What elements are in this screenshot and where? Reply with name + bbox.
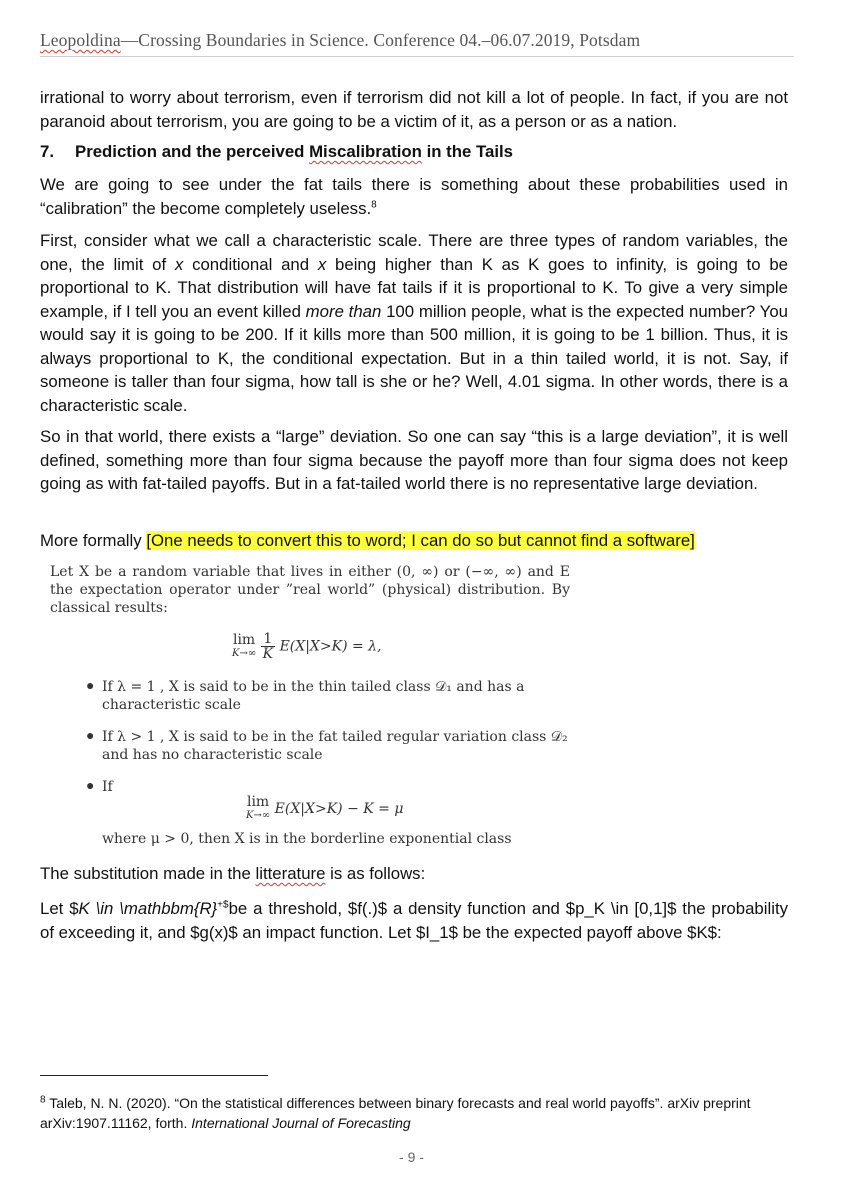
page-number: - 9 - [399, 1149, 424, 1165]
subst-post: is as follows: [325, 864, 426, 883]
header-rule [40, 56, 794, 57]
section-number: 7. [40, 142, 54, 161]
paragraph-threshold [40, 897, 788, 944]
bullet-dot-2: ● [86, 729, 95, 744]
subst-flagged-word: litterature [255, 864, 326, 883]
eq1-limit [232, 633, 256, 661]
scale-text-3: being higher than K as K goes to infinity, is going to be proportional to K. That distribution will have fat tails if it is proportional to K. To give a very simple example, if I tell you an event killed [40, 254, 788, 321]
bullet-dot-1: ● [86, 679, 95, 694]
eq1-lim-sub: K→∞ [232, 647, 257, 659]
eq2-limit [246, 795, 270, 823]
equation-2 [246, 795, 403, 823]
footnote-text: Taleb, N. N. (2020). “On the statistical differences between binary forecasts and real world payoffs”. arXiv preprint arXiv:1907.11162, forth. [40, 1095, 751, 1131]
paragraph-more-formally [40, 529, 788, 553]
footnote-8 [40, 1093, 792, 1133]
eq1-numerator: 1 [261, 632, 275, 647]
bullet-dot-3: ● [86, 779, 95, 794]
latex-intro: Let X be a random variable that lives in either (0, ∞) or (−∞, ∞) and E the expectation operator under ”real world” (physical) distribution. By classical results: [50, 564, 570, 616]
let-text-d: be a threshold, $f(.)$ a density function and $p_K \in [0,1]$ the probability of exceeding it, and $g(x)$ an impact function. Let $I_1$ be the expected payoff above $K$: [40, 899, 788, 942]
section-title-flagged-word: Miscalibration [309, 142, 422, 161]
highlighted-note: [One needs to convert this to word; I can do so but cannot find a software] [146, 531, 695, 550]
equation-1 [232, 632, 382, 661]
header-org: Leopoldina [40, 30, 121, 50]
bullet-if: If [102, 779, 113, 795]
paragraph-calibration [40, 173, 788, 220]
paragraph-intro: irrational to worry about terrorism, even if terrorism did not kill a lot of people. In fact, if you are not paranoid about terrorism, you are going to be a victim of it, as a person or as a nation. [40, 88, 788, 131]
footnote-separator [40, 1075, 268, 1076]
header-text: —Crossing Boundaries in Science. Conference 04.–06.07.2019, Potsdam [120, 30, 641, 50]
footnote-journal: International Journal of Forecasting [191, 1115, 411, 1131]
scale-var-x-2: x [317, 254, 327, 274]
bullet-fat-tailed: If λ > 1 , X is said to be in the fat tailed regular variation class 𝒟₂ and has no characteristic scale [102, 729, 568, 763]
eq2-lim-word: lim [246, 794, 270, 810]
subst-pre: The substitution made in the [40, 864, 256, 883]
scale-var-x-1: x [174, 254, 184, 274]
scale-text-4: 100 million people, what is the expected number? You would say it is going to be 200. If it kills more than 500 million, it is going to be 1 billion. Thus, it is always proportional to K, the conditional expectation. But in a thin tailed world, it is not. Say, if someone is taller than four sigma, how tall is she or he? Well, 4.01 sigma. In other words, there is a characteristic scale. [40, 301, 788, 415]
eq1-fraction [261, 632, 275, 661]
scale-text-1: First, consider what we call a characteristic scale. There are three types of random variables, the one, the limit of [40, 231, 788, 274]
eq1-lim-word: lim [232, 631, 256, 648]
footnote-mark: 8 [40, 1094, 46, 1106]
formal-lead: More formally [40, 531, 147, 550]
scale-emphasis: more than [305, 301, 382, 321]
bullet-thin-tailed: If λ = 1 , X is said to be in the thin tailed class 𝒟₁ and has a characteristic scale [102, 679, 525, 713]
paragraph-large-deviation: So in that world, there exists a “large” deviation. So one can say “this is a large deviation”, it is well defined, something more than four sigma because the payoff more than four sigma does not keep going as with fat-tailed payoffs. But in a fat-tailed world there is no representative large deviation. [40, 427, 788, 493]
paragraph-substitution [40, 862, 788, 886]
paragraph-characteristic-scale [40, 229, 788, 417]
let-math: K \in \mathbbm{R} [78, 899, 218, 918]
section-title-pre: Prediction and the perceived [75, 142, 310, 161]
eq1-expression: E(X|X>K) = λ, [279, 638, 382, 655]
calibration-text: We are going to see under the fat tails there is something about these probabilities used in “calibration” the become completely useless. [40, 175, 788, 218]
borderline-class-text: where μ > 0, then X is in the borderline exponential class [102, 831, 512, 847]
section-title-post: in the Tails [421, 142, 513, 161]
eq2-lim-sub: K→∞ [246, 810, 271, 821]
let-text-a: Let $ [40, 899, 79, 918]
running-header [40, 30, 640, 51]
scale-text-2: conditional and [183, 254, 318, 274]
section-heading [40, 142, 513, 162]
footnote-ref: 8 [371, 198, 377, 210]
let-superscript: +$ [217, 899, 229, 911]
eq1-denominator: K [262, 646, 274, 662]
eq2-expression: E(X|X>K) − K = μ [274, 801, 404, 817]
